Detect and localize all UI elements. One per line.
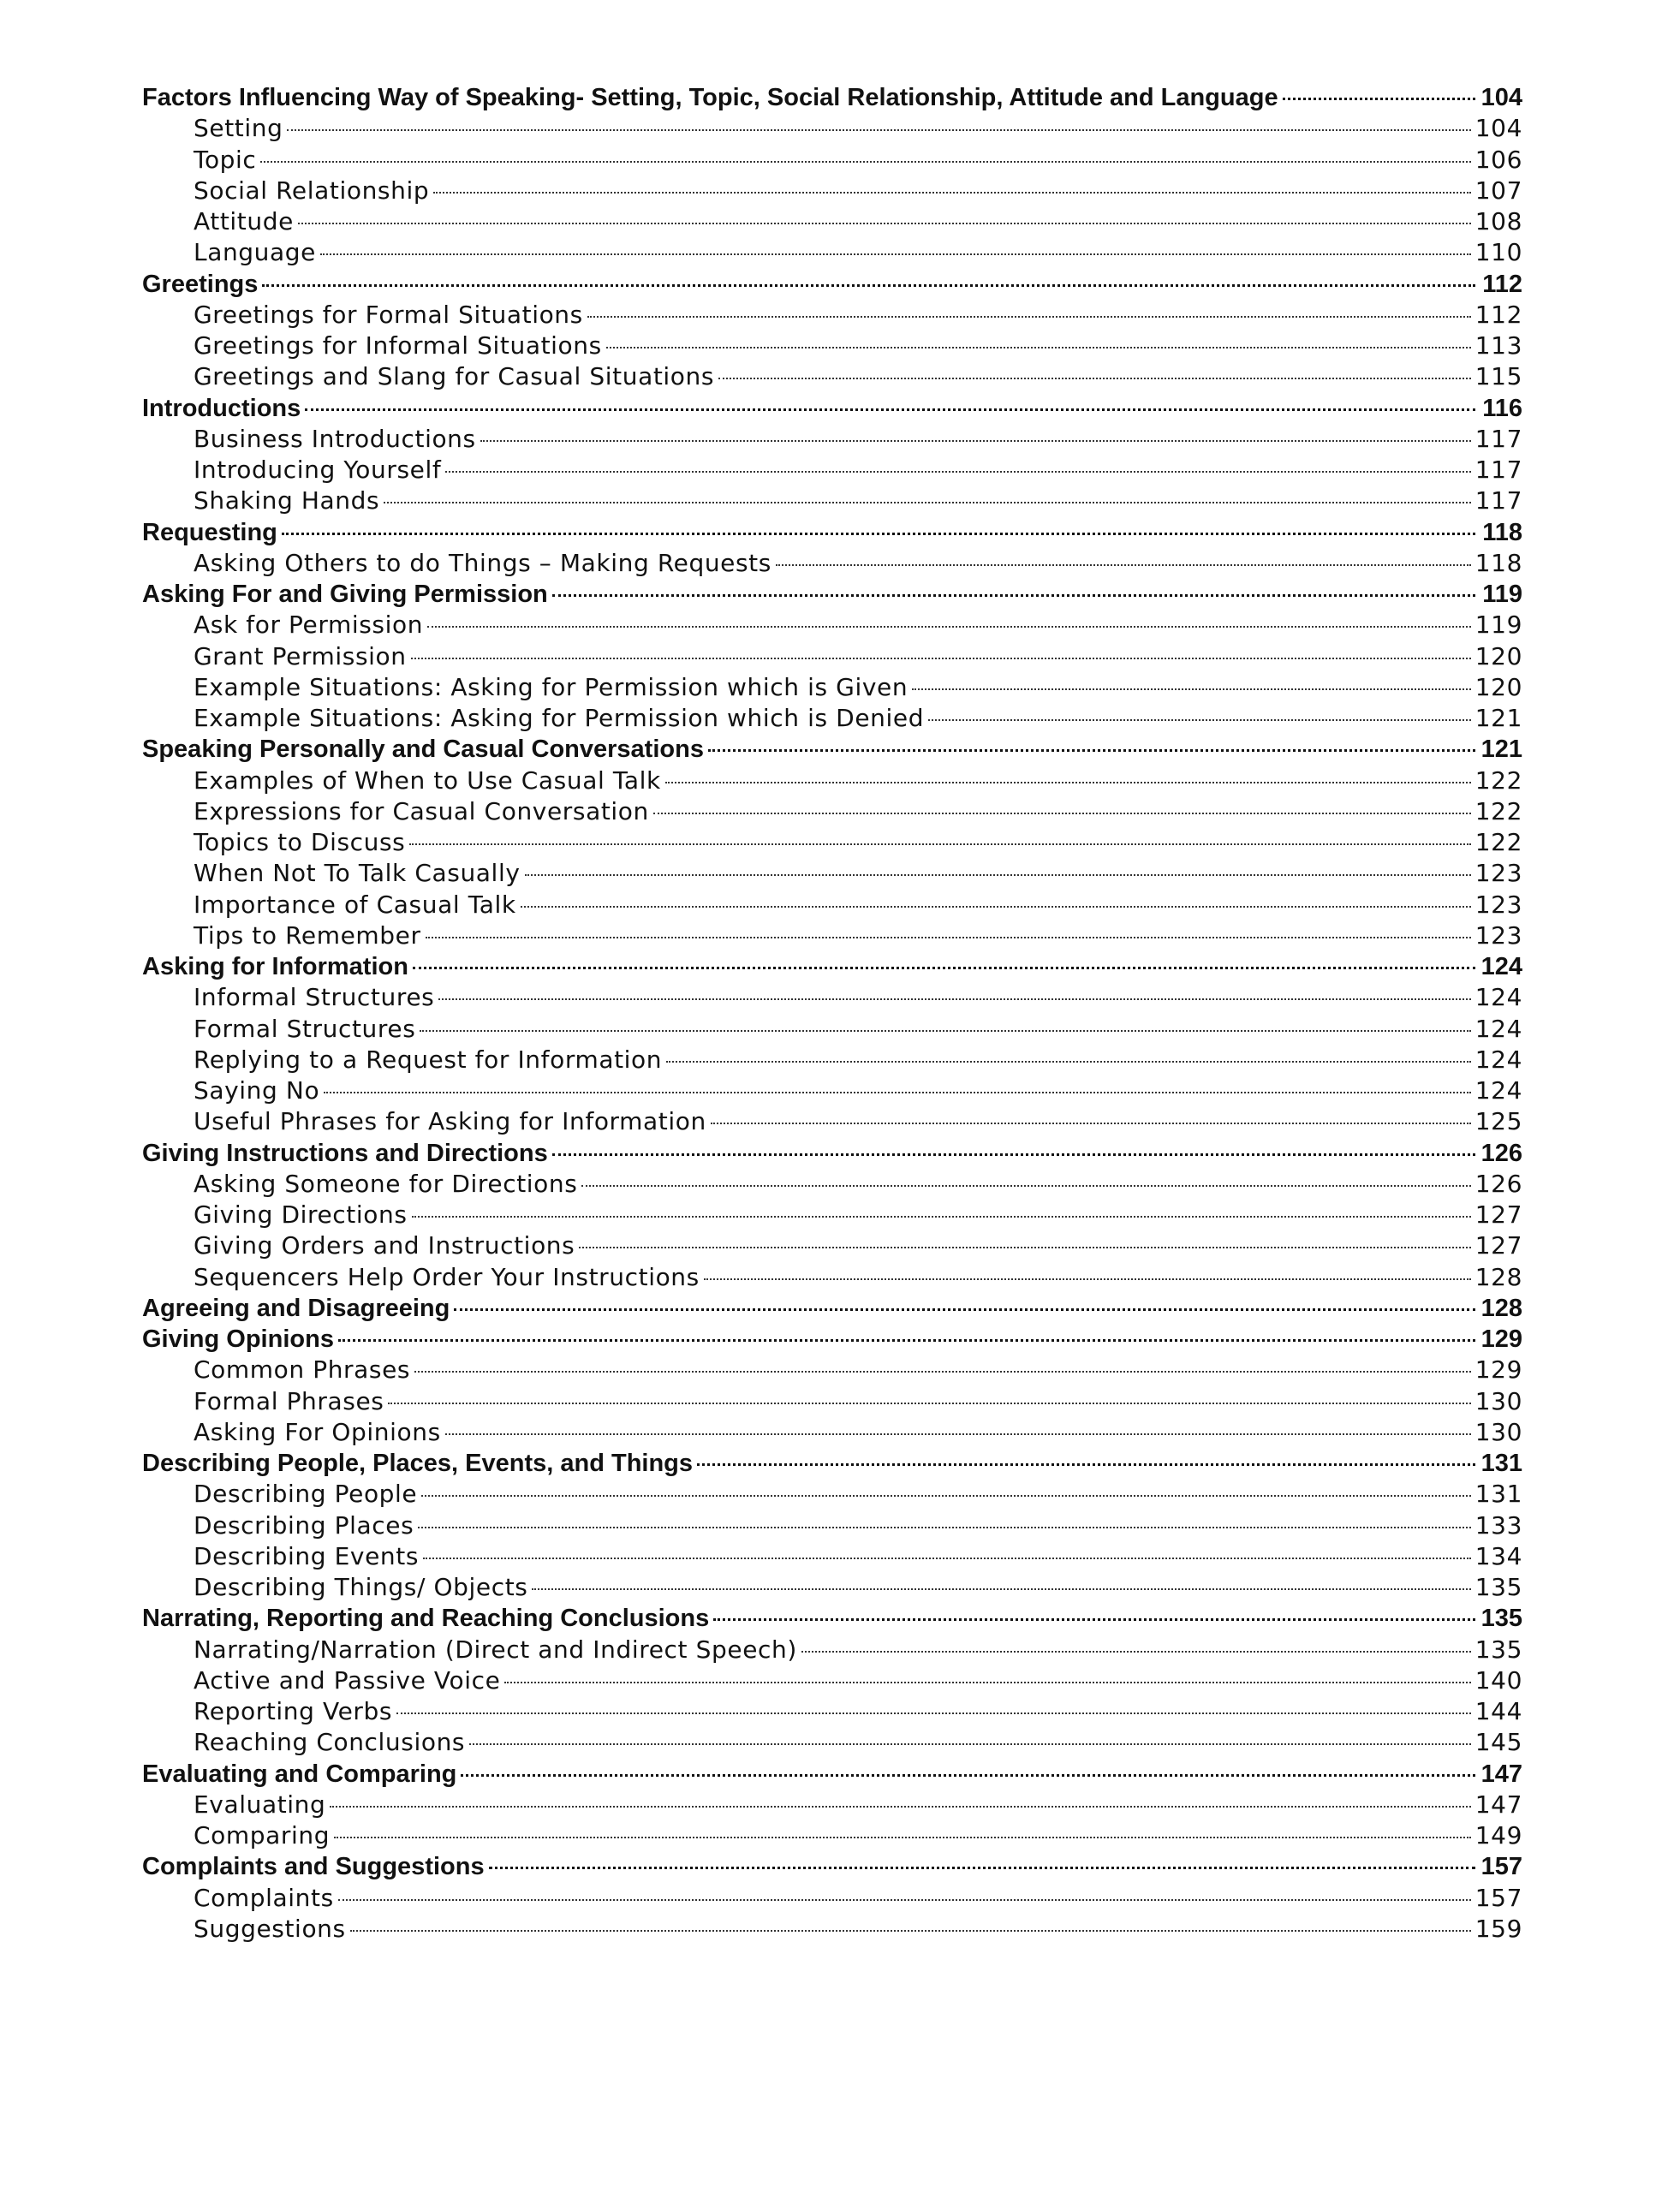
toc-page-number: 123 — [1474, 920, 1522, 950]
toc-page-number: 129 — [1474, 1355, 1522, 1385]
toc-entry-title: Ask for Permission — [194, 611, 424, 640]
toc-page-number: 128 — [1480, 1294, 1522, 1322]
toc-subsection-entry[interactable] — [142, 1200, 1522, 1230]
toc-subsection-entry[interactable] — [142, 1665, 1522, 1696]
toc-subsection-entry[interactable] — [142, 1635, 1522, 1665]
toc-page-number: 108 — [1474, 207, 1522, 235]
toc-page-number: 135 — [1480, 1605, 1522, 1633]
toc-entry-title: Describing People, Places, Events, and Things — [142, 1450, 694, 1477]
toc-dot-leader — [666, 1061, 1471, 1063]
toc-entry-title: Language — [194, 238, 316, 267]
toc-entry-title: Greetings and Slang for Casual Situations — [194, 362, 715, 391]
toc-dot-leader — [350, 1930, 1471, 1932]
toc-page-number: 122 — [1474, 828, 1522, 856]
toc-subsection-entry[interactable] — [142, 237, 1522, 268]
toc-subsection-entry[interactable] — [142, 982, 1522, 1013]
toc-dot-leader — [776, 564, 1471, 566]
toc-dot-leader — [438, 998, 1470, 1000]
toc-dot-leader — [427, 626, 1471, 628]
toc-page-number: 121 — [1474, 704, 1522, 732]
toc-subsection-entry[interactable] — [142, 1045, 1522, 1075]
toc-entry-title: Introductions — [142, 394, 301, 422]
toc-dot-leader — [445, 471, 1470, 473]
toc-page-number: 122 — [1474, 796, 1522, 825]
toc-entry-title: Sequencers Help Order Your Instructions — [194, 1262, 700, 1291]
toc-entry-title: Reaching Conclusions — [194, 1728, 466, 1757]
toc-entry-title: Business Introductions — [194, 424, 476, 453]
toc-entry-title: Asking For Opinions — [194, 1417, 441, 1446]
toc-dot-leader — [469, 1743, 1471, 1745]
toc-dot-leader — [587, 316, 1471, 318]
toc-section-entry[interactable] — [142, 82, 1522, 113]
toc-page-number: 140 — [1474, 1665, 1522, 1695]
toc-subsection-entry[interactable] — [142, 548, 1522, 579]
toc-entry-title: Grant Permission — [194, 641, 407, 670]
toc-page-number: 157 — [1480, 1853, 1522, 1881]
toc-subsection-entry[interactable] — [142, 455, 1522, 485]
toc-page-number: 144 — [1474, 1697, 1522, 1725]
toc-page-number: 124 — [1474, 1045, 1522, 1074]
toc-subsection-entry[interactable] — [142, 485, 1522, 516]
toc-page-number: 147 — [1480, 1760, 1522, 1788]
toc-subsection-entry[interactable] — [142, 1106, 1522, 1137]
toc-entry-title: Social Relationship — [194, 176, 430, 205]
toc-dot-leader — [504, 1682, 1470, 1683]
toc-page-number: 121 — [1480, 736, 1522, 764]
toc-entry-title: Greetings for Informal Situations — [194, 331, 602, 360]
toc-page-number: 113 — [1474, 331, 1522, 360]
toc-dot-leader — [711, 1123, 1471, 1124]
toc-entry-title: Attitude — [194, 207, 294, 235]
toc-section-entry[interactable] — [142, 1324, 1522, 1355]
toc-dot-leader — [412, 1216, 1471, 1218]
toc-page-number: 117 — [1474, 424, 1522, 453]
toc-entry-title: Greetings for Formal Situations — [194, 300, 583, 329]
toc-subsection-entry[interactable] — [142, 920, 1522, 951]
toc-subsection-entry[interactable] — [142, 145, 1522, 176]
toc-entry-title: Topic — [194, 145, 257, 174]
toc-dot-leader — [521, 906, 1471, 908]
toc-entry-title: Example Situations: Asking for Permission which is Given — [194, 672, 909, 701]
toc-entry-title: Tips to Remember — [194, 920, 421, 950]
toc-section-entry[interactable] — [142, 393, 1522, 424]
toc-page-number: 107 — [1474, 176, 1522, 205]
toc-page-number: 135 — [1474, 1573, 1522, 1601]
toc-entry-title: Example Situations: Asking for Permission which is Denied — [194, 704, 925, 732]
toc-dot-leader — [552, 594, 1475, 597]
toc-subsection-entry[interactable] — [142, 1883, 1522, 1914]
toc-dot-leader — [454, 1308, 1475, 1311]
toc-subsection-entry[interactable] — [142, 1386, 1522, 1417]
toc-entry-title: Evaluating — [194, 1790, 326, 1819]
toc-subsection-entry[interactable] — [142, 1169, 1522, 1200]
toc-dot-leader — [282, 533, 1475, 535]
toc-dot-leader — [581, 1185, 1470, 1187]
toc-entry-title: Describing Things/ Objects — [194, 1573, 528, 1601]
toc-dot-leader — [411, 658, 1471, 659]
toc-entry-title: Suggestions — [194, 1914, 346, 1943]
toc-entry-title: Formal Structures — [194, 1014, 416, 1043]
toc-subsection-entry[interactable] — [142, 1727, 1522, 1758]
toc-entry-title: Giving Orders and Instructions — [194, 1231, 575, 1260]
toc-dot-leader — [708, 749, 1475, 752]
toc-dot-leader — [552, 1153, 1475, 1156]
toc-entry-title: Describing People — [194, 1480, 418, 1509]
toc-subsection-entry[interactable] — [142, 1790, 1522, 1820]
toc-dot-leader — [330, 1806, 1470, 1808]
toc-page-number: 127 — [1474, 1200, 1522, 1229]
table-of-contents-page — [142, 82, 1522, 1945]
toc-entry-title: Importance of Casual Talk — [194, 890, 516, 919]
toc-section-entry[interactable] — [142, 1603, 1522, 1634]
toc-page-number: 126 — [1480, 1139, 1522, 1167]
toc-entry-title: Narrating/Narration (Direct and Indirect Speech) — [194, 1635, 797, 1664]
toc-page-number: 135 — [1474, 1635, 1522, 1664]
toc-list — [142, 82, 1522, 1945]
toc-section-entry[interactable] — [142, 951, 1522, 982]
toc-dot-leader — [480, 440, 1471, 442]
toc-subsection-entry[interactable] — [142, 796, 1522, 827]
toc-page-number: 118 — [1474, 548, 1522, 577]
toc-subsection-entry[interactable] — [142, 765, 1522, 796]
toc-page-number: 123 — [1474, 890, 1522, 919]
toc-subsection-entry[interactable] — [142, 1541, 1522, 1572]
toc-dot-leader — [396, 1712, 1471, 1714]
toc-entry-title: Comparing — [194, 1821, 331, 1850]
toc-dot-leader — [338, 1899, 1471, 1901]
toc-entry-title: Requesting — [142, 518, 277, 546]
toc-subsection-entry[interactable] — [142, 858, 1522, 889]
toc-dot-leader — [320, 253, 1471, 255]
toc-entry-title: Asking Others to do Things – Making Requests — [194, 548, 771, 577]
toc-dot-leader — [433, 192, 1471, 194]
toc-entry-title: Reporting Verbs — [194, 1697, 393, 1725]
toc-dot-leader — [334, 1837, 1471, 1838]
toc-entry-title: Complaints and Suggestions — [142, 1853, 485, 1881]
toc-subsection-entry[interactable] — [142, 206, 1522, 237]
toc-page-number: 131 — [1474, 1480, 1522, 1509]
toc-subsection-entry[interactable] — [142, 610, 1522, 640]
toc-subsection-entry[interactable] — [142, 890, 1522, 920]
toc-page-number: 130 — [1474, 1386, 1522, 1415]
toc-dot-leader — [489, 1867, 1475, 1869]
toc-entry-title: Saying No — [194, 1076, 320, 1105]
toc-entry-title: Introducing Yourself — [194, 456, 442, 484]
toc-dot-leader — [665, 782, 1471, 783]
toc-page-number: 112 — [1482, 270, 1522, 298]
toc-dot-leader — [414, 1371, 1471, 1373]
toc-section-entry[interactable] — [142, 579, 1522, 610]
toc-entry-title: Expressions for Casual Conversation — [194, 796, 649, 825]
toc-section-entry[interactable] — [142, 269, 1522, 300]
toc-page-number: 110 — [1474, 238, 1522, 267]
toc-dot-leader — [704, 1278, 1471, 1280]
toc-subsection-entry[interactable] — [142, 331, 1522, 361]
toc-subsection-entry[interactable] — [142, 113, 1522, 144]
toc-entry-title: Complaints — [194, 1883, 334, 1912]
toc-dot-leader — [420, 1030, 1470, 1032]
toc-page-number: 122 — [1474, 765, 1522, 795]
toc-entry-title: Greetings — [142, 270, 259, 298]
toc-dot-leader — [912, 688, 1471, 690]
toc-dot-leader — [423, 1558, 1471, 1559]
toc-entry-title: Narrating, Reporting and Reaching Conclusions — [142, 1605, 710, 1633]
toc-entry-title: Formal Phrases — [194, 1386, 384, 1415]
toc-section-entry[interactable] — [142, 1138, 1522, 1169]
toc-dot-leader — [801, 1651, 1471, 1653]
toc-subsection-entry[interactable] — [142, 1479, 1522, 1510]
toc-subsection-entry[interactable] — [142, 1914, 1522, 1945]
toc-page-number: 145 — [1474, 1728, 1522, 1757]
toc-dot-leader — [579, 1247, 1470, 1248]
toc-page-number: 115 — [1474, 362, 1522, 391]
toc-subsection-entry[interactable] — [142, 1262, 1522, 1293]
toc-dot-leader — [426, 937, 1471, 938]
toc-page-number: 134 — [1474, 1541, 1522, 1570]
toc-page-number: 129 — [1480, 1325, 1522, 1353]
toc-subsection-entry[interactable] — [142, 300, 1522, 331]
toc-subsection-entry[interactable] — [142, 827, 1522, 858]
toc-page-number: 124 — [1480, 953, 1522, 980]
toc-entry-title: Speaking Personally and Casual Conversations — [142, 736, 704, 764]
toc-dot-leader — [388, 1403, 1470, 1404]
toc-dot-leader — [384, 502, 1471, 503]
toc-dot-leader — [338, 1339, 1475, 1342]
toc-page-number: 123 — [1474, 859, 1522, 888]
toc-entry-title: Setting — [194, 114, 283, 143]
toc-page-number: 124 — [1474, 983, 1522, 1012]
toc-dot-leader — [298, 223, 1471, 224]
toc-dot-leader — [305, 408, 1475, 411]
toc-entry-title: Agreeing and Disagreeing — [142, 1294, 450, 1322]
toc-entry-title: Giving Opinions — [142, 1325, 334, 1353]
toc-dot-leader — [653, 813, 1471, 814]
toc-entry-title: Common Phrases — [194, 1355, 411, 1385]
toc-entry-title: Examples of When to Use Casual Talk — [194, 765, 661, 795]
toc-page-number: 128 — [1474, 1262, 1522, 1291]
toc-entry-title: Asking Someone for Directions — [194, 1169, 578, 1198]
toc-entry-title: When Not To Talk Casually — [194, 859, 521, 888]
toc-subsection-entry[interactable] — [142, 424, 1522, 455]
toc-page-number: 112 — [1474, 300, 1522, 329]
toc-dot-leader — [1283, 98, 1475, 100]
toc-dot-leader — [287, 129, 1470, 131]
toc-section-entry[interactable] — [142, 1851, 1522, 1882]
toc-entry-title: Shaking Hands — [194, 486, 380, 515]
toc-subsection-entry[interactable] — [142, 176, 1522, 206]
toc-section-entry[interactable] — [142, 734, 1522, 765]
toc-page-number: 133 — [1474, 1510, 1522, 1540]
toc-subsection-entry[interactable] — [142, 703, 1522, 734]
toc-entry-title: Describing Places — [194, 1510, 414, 1540]
toc-dot-leader — [697, 1463, 1475, 1466]
toc-dot-leader — [418, 1527, 1470, 1528]
toc-subsection-entry[interactable] — [142, 1820, 1522, 1851]
toc-subsection-entry[interactable] — [142, 1417, 1522, 1448]
toc-subsection-entry[interactable] — [142, 1696, 1522, 1727]
toc-page-number: 120 — [1474, 672, 1522, 701]
toc-dot-leader — [421, 1495, 1470, 1497]
toc-subsection-entry[interactable] — [142, 1230, 1522, 1261]
toc-dot-leader — [713, 1618, 1475, 1621]
toc-dot-leader — [409, 843, 1470, 845]
toc-entry-title: Factors Influencing Way of Speaking- Setting, Topic, Social Relationship, Attitude and Language — [142, 84, 1278, 111]
toc-entry-title: Informal Structures — [194, 983, 435, 1012]
toc-page-number: 120 — [1474, 641, 1522, 670]
toc-section-entry[interactable] — [142, 517, 1522, 548]
toc-page-number: 157 — [1474, 1883, 1522, 1912]
toc-page-number: 125 — [1474, 1107, 1522, 1136]
toc-page-number: 147 — [1474, 1790, 1522, 1819]
toc-entry-title: Asking For and Giving Permission — [142, 581, 548, 608]
toc-dot-leader — [324, 1092, 1471, 1093]
toc-subsection-entry[interactable] — [142, 1014, 1522, 1045]
toc-page-number: 119 — [1474, 611, 1522, 640]
toc-page-number: 117 — [1474, 486, 1522, 515]
toc-dot-leader — [525, 874, 1471, 876]
toc-subsection-entry[interactable] — [142, 1510, 1522, 1541]
toc-page-number: 118 — [1482, 518, 1522, 546]
toc-section-entry[interactable] — [142, 1759, 1522, 1790]
toc-subsection-entry[interactable] — [142, 1075, 1522, 1106]
toc-subsection-entry[interactable] — [142, 672, 1522, 703]
toc-page-number: 106 — [1474, 145, 1522, 174]
toc-entry-title: Asking for Information — [142, 953, 408, 980]
toc-page-number: 126 — [1474, 1169, 1522, 1198]
toc-subsection-entry[interactable] — [142, 1572, 1522, 1603]
toc-page-number: 119 — [1482, 581, 1522, 608]
toc-dot-leader — [262, 284, 1475, 287]
toc-entry-title: Replying to a Request for Information — [194, 1045, 663, 1074]
toc-entry-title: Giving Directions — [194, 1200, 408, 1229]
toc-page-number: 117 — [1474, 456, 1522, 484]
toc-page-number: 131 — [1480, 1450, 1522, 1477]
toc-subsection-entry[interactable] — [142, 1355, 1522, 1385]
toc-page-number: 127 — [1474, 1231, 1522, 1260]
toc-page-number: 130 — [1474, 1417, 1522, 1446]
toc-entry-title: Active and Passive Voice — [194, 1665, 501, 1695]
toc-dot-leader — [445, 1433, 1471, 1435]
toc-page-number: 124 — [1474, 1014, 1522, 1043]
toc-entry-title: Describing Events — [194, 1541, 420, 1570]
toc-section-entry[interactable] — [142, 1448, 1522, 1479]
toc-page-number: 149 — [1474, 1821, 1522, 1850]
toc-dot-leader — [718, 378, 1471, 379]
toc-dot-leader — [413, 967, 1475, 969]
toc-dot-leader — [928, 719, 1471, 721]
toc-page-number: 104 — [1474, 114, 1522, 143]
toc-entry-title: Evaluating and Comparing — [142, 1760, 457, 1788]
toc-page-number: 116 — [1482, 394, 1522, 422]
toc-dot-leader — [606, 347, 1471, 348]
toc-entry-title: Useful Phrases for Asking for Information — [194, 1107, 706, 1136]
toc-subsection-entry[interactable] — [142, 641, 1522, 672]
toc-section-entry[interactable] — [142, 1293, 1522, 1324]
toc-page-number: 159 — [1474, 1914, 1522, 1943]
toc-entry-title: Giving Instructions and Directions — [142, 1139, 548, 1167]
toc-page-number: 124 — [1474, 1076, 1522, 1105]
toc-dot-leader — [461, 1774, 1475, 1777]
toc-dot-leader — [532, 1588, 1470, 1590]
toc-entry-title: Topics to Discuss — [194, 828, 406, 856]
toc-page-number: 104 — [1480, 84, 1522, 111]
toc-subsection-entry[interactable] — [142, 361, 1522, 392]
toc-dot-leader — [260, 161, 1470, 163]
